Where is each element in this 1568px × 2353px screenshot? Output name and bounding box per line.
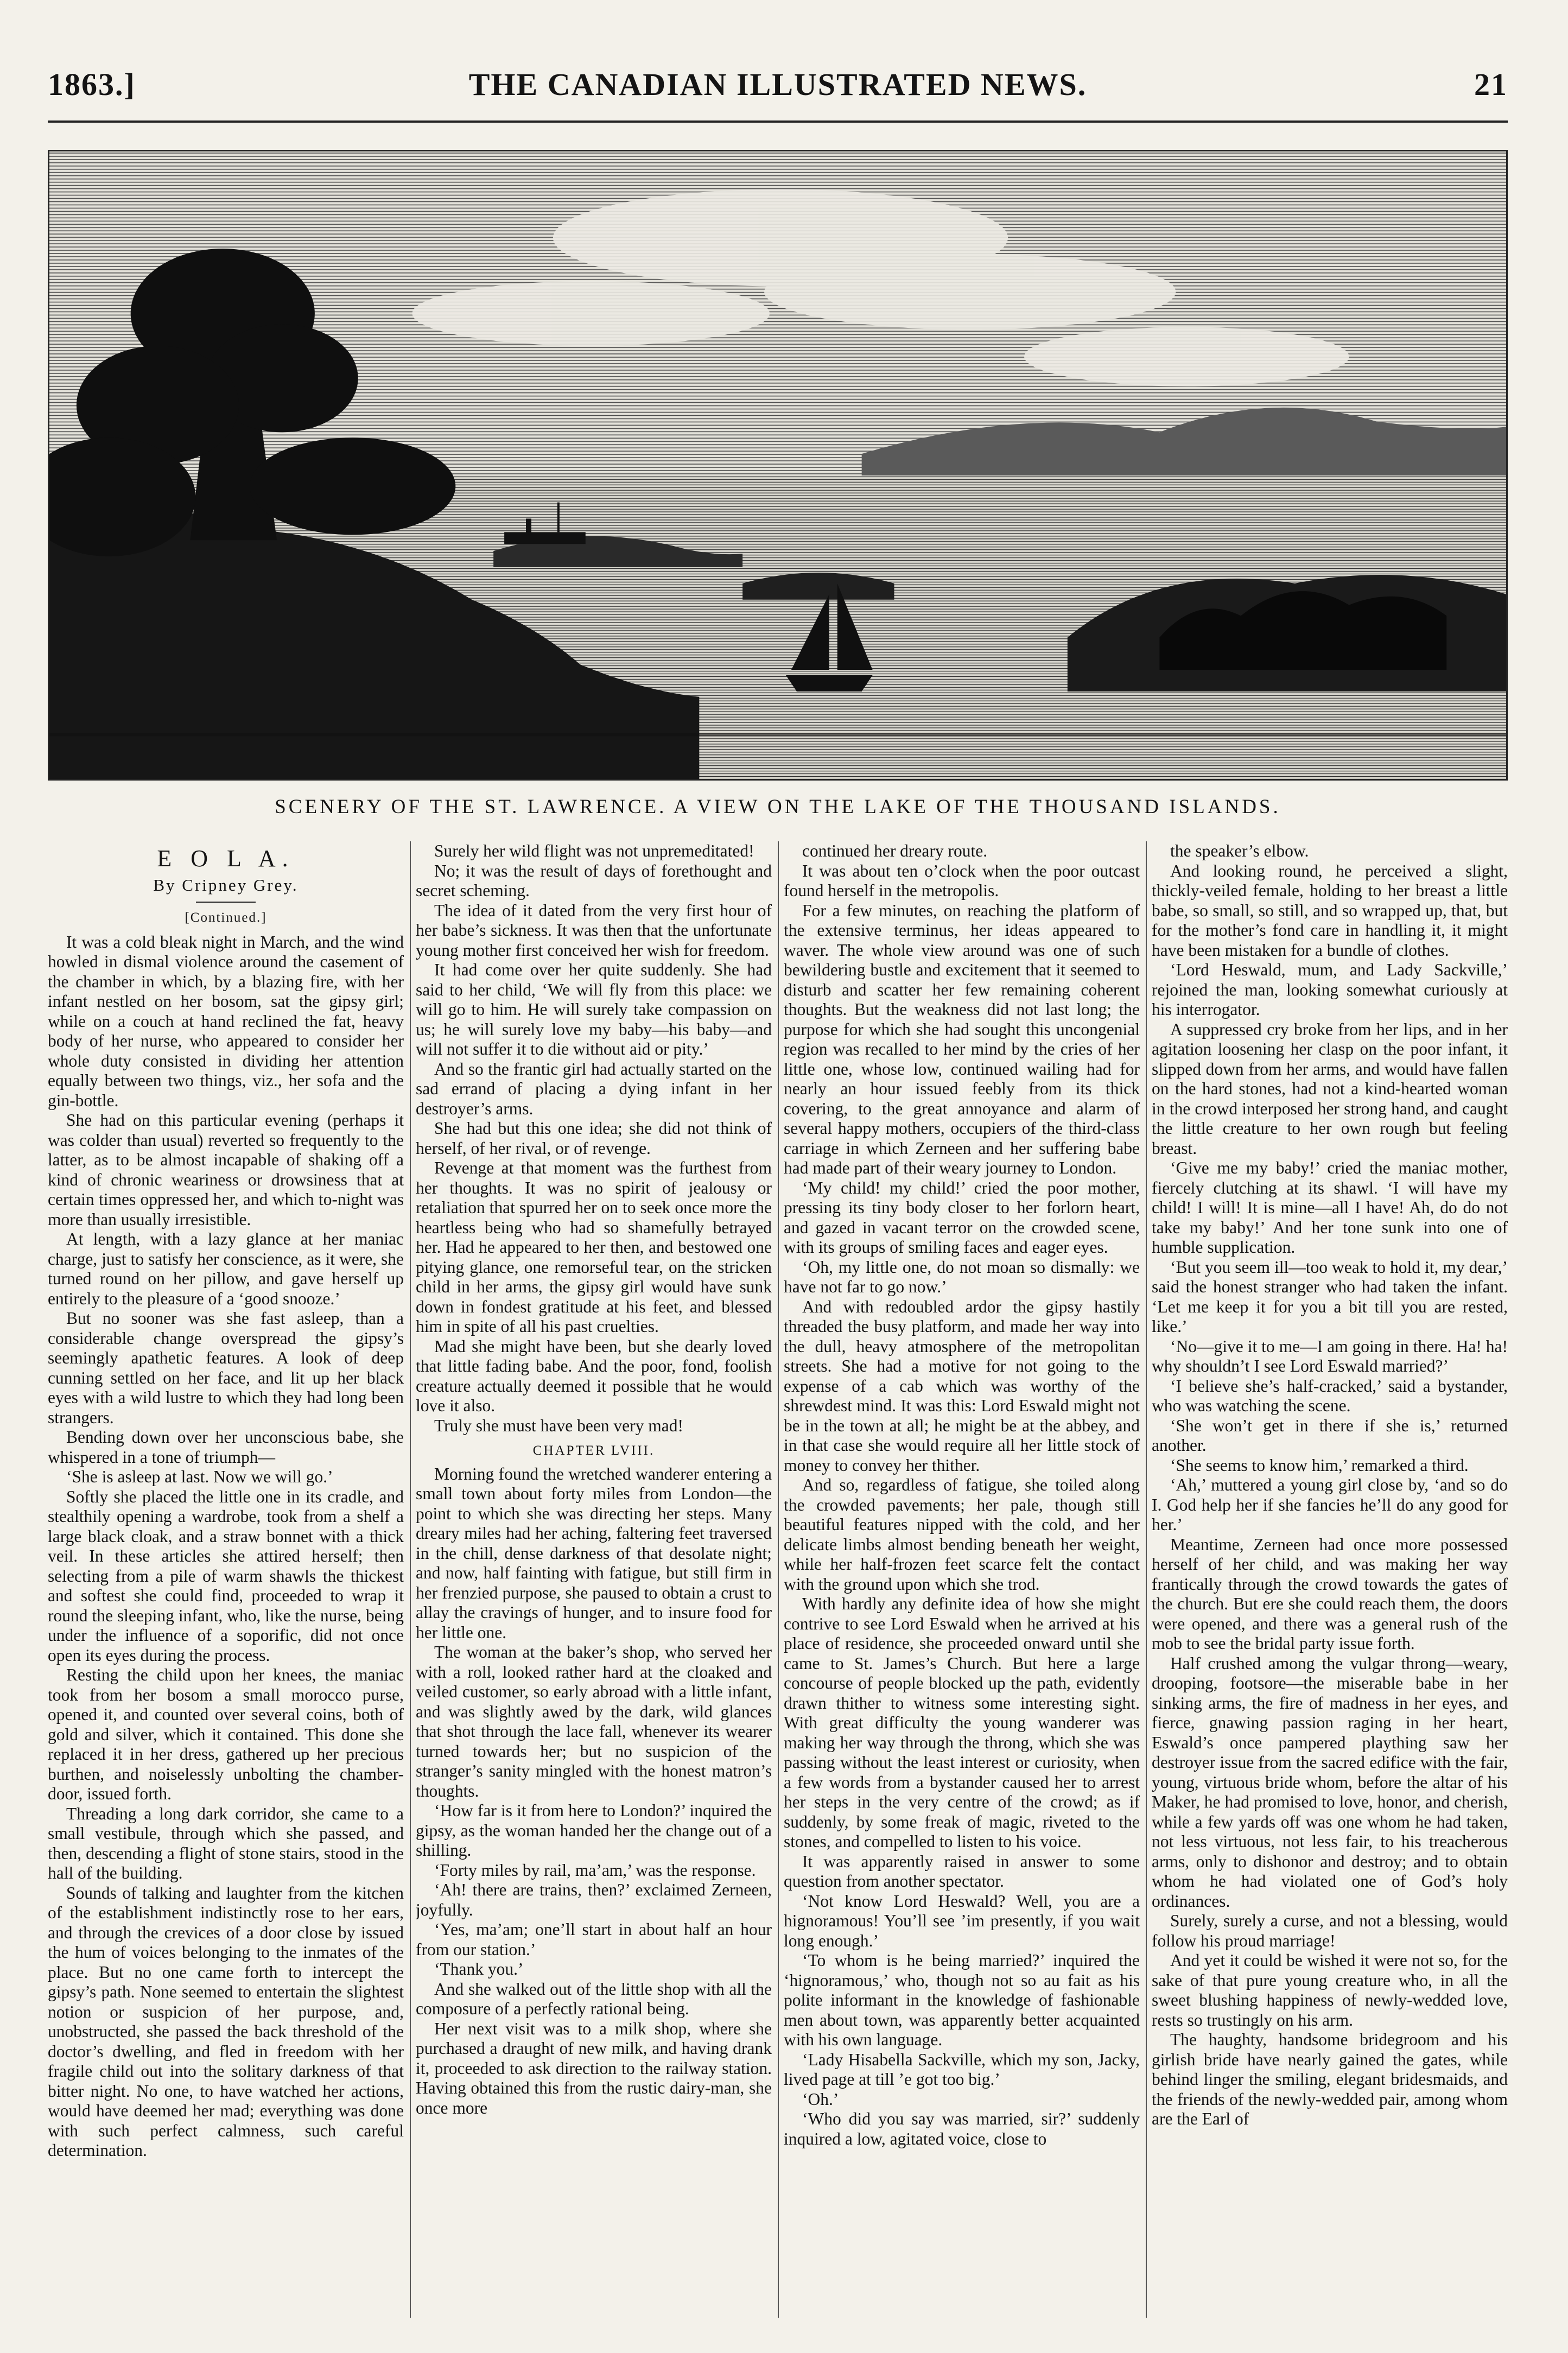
paragraph: Surely, surely a curse, and not a blessing, would follow his proud marriage! [1152, 1911, 1508, 1950]
paragraph: It had come over her quite suddenly. She had said to her child, ‘We will fly from this place: we will go to him. He will surely take compassion on us; he will surely love my baby—his baby—and will not suffer it to die without aid or pity.’ [416, 960, 772, 1058]
paragraph: ‘Ah! there are trains, then?’ exclaimed Zerneen, joyfully. [416, 1880, 772, 1919]
page-number: 21 [1474, 67, 1508, 102]
column-1-body [48, 933, 404, 2161]
paragraph: ‘No—give it to me—I am going in there. Ha! ha! why shouldn’t I see Lord Eswald married?’ [1152, 1336, 1508, 1375]
paragraph: Morning found the wretched wanderer entering a small town about forty miles from London—the point to which she was directing her steps. Many dreary miles had her aching, faltering feet traversed in the chill, dense darkness of that desolate night; and now, half fainting with fatigue, but still firm in her frenzied purpose, she paused to obtain a crust to allay the cravings of hunger, and to insure food for her little one. [416, 1464, 772, 1642]
paragraph: And so, regardless of fatigue, she toiled along the crowded pavements; her pale, though still beautiful features nipped with the cold, and her delicate limbs almost bending beneath her weight, while her half-frozen feet scarce felt the contact with the ground upon which she trod. [784, 1475, 1140, 1594]
article-column-2 [416, 841, 772, 2318]
column-2-body-after-chapter [416, 1464, 772, 2119]
paragraph: She had on this particular evening (perhaps it was colder than usual) reverted so frequently to the latter, as to be almost incapable of shaking off a kind of chronic weariness or drowsiness that at certain times oppressed her, and which to-night was more than usually irresistible. [48, 1111, 404, 1229]
newspaper-title: THE CANADIAN ILLUSTRATED NEWS. [468, 67, 1087, 102]
article-column-3 [784, 841, 1140, 2318]
issue-date: 1863.] [48, 67, 136, 102]
paragraph: ‘My child! my child!’ cried the poor mother, pressing its tiny body closer to her forlorn heart, and gazed in vacant terror on the crowded scene, with its groups of smiling faces and eager eyes. [784, 1178, 1140, 1257]
illustration-caption: SCENERY OF THE ST. LAWRENCE. A VIEW ON THE LAKE OF THE THOUSAND ISLANDS. [275, 796, 1281, 818]
paragraph: ‘She seems to know him,’ remarked a third. [1170, 1455, 1469, 1475]
paragraph: At length, with a lazy glance at her maniac charge, just to satisfy her conscience, as it were, she turned round on her pillow, and gave herself up entirely to the pleasure of a ‘good snooze.’ [48, 1229, 404, 1308]
paragraph: Resting the child upon her knees, the maniac took from her bosom a small morocco purse, opened it, and counted over several coins, both of gold and silver, which it contained. This done she replaced it in her dress, gathered up her precious burthen, and noiselessly unbolting the chamber-door, issued forth. [48, 1665, 404, 1803]
paragraph: the speaker’s elbow. [1170, 841, 1309, 860]
paragraph: The woman at the baker’s shop, who served her with a roll, looked rather hard at the cloaked and veiled customer, so early abroad with a little infant, and was slightly awed by the dark, wild glances that shot through the lace fall, whenever its wearer turned towards her; but no suspicion of the stranger’s sanity mingled with the honest matron’s thoughts. [416, 1642, 772, 1800]
paragraph: But no sooner was she fast asleep, than a considerable change overspread the gipsy’s seemingly apathetic features. A look of deep cunning settled on her face, and lit up her black eyes with a wild lustre to which they had long been strangers. [48, 1309, 404, 1427]
paragraph: ‘Not know Lord Heswald? Well, you are a hignoramous! You’ll see ’im presently, if you wait long enough.’ [784, 1891, 1140, 1950]
paragraph: ‘Lady Hisabella Sackville, which my son, Jacky, lived page at till ’e got too big.’ [784, 2050, 1140, 2089]
continued-label: [Continued.] [185, 910, 267, 925]
title-rule [196, 902, 256, 903]
paragraph: And with redoubled ardor the gipsy hastily threaded the busy platform, and made her way into the dull, heavy atmosphere of the metropolitan streets. She had a motive for not going to the expense of a cab which was worthy of the shrewdest mind. It was this: Lord Eswald might not be in the town at all; he might be at the abbey, and in that case she would require all her little stock of money to convey her thither. [784, 1297, 1140, 1475]
paragraph: Revenge at that moment was the furthest from her thoughts. It was no spirit of jealousy or retaliation that spurred her on to seek once more the heartless being who had so shamefully betrayed her. Had he appeared to her then, and bestowed one pitying glance, one remorseful tear, on the stricken child in her arms, the gipsy girl would have sunk down in fondest gratitude at his feet, and blessed him in spite of all his past cruelties. [416, 1158, 772, 1336]
engraving-illustration [48, 150, 1508, 781]
paragraph: Truly she must have been very mad! [434, 1416, 683, 1435]
paragraph: Surely her wild flight was not unpremeditated! [434, 841, 754, 860]
article-column-4 [1152, 841, 1508, 2318]
paragraph: Threading a long dark corridor, she came to a small vestibule, through which she passed, and then, descending a flight of stone stairs, stood in the hall of the building. [48, 1804, 404, 1882]
paragraph: For a few minutes, on reaching the platform of the extensive terminus, her ideas appeared to waver. The whole view around was one of such bewildering bustle and excitement that it seemed to disturb and scatter her few remaining coherent thoughts. But the weakness did not last long; the purpose for which she had sought this uncongenial region was recalled to her mind by the cries of her little one, whose low, continued wailing had for nearly an hour issued feebly from its thick covering, to the great annoyance and alarm of several happy mothers, occupiers of the third-class carriage in which Zerneen and her suffering babe had made part of their weary journey to London. [784, 900, 1140, 1177]
paragraph: ‘Give me my baby!’ cried the maniac mother, fiercely clutching at its shawl. ‘I will have my child! I will! It is mine—all I have! Ah, do do not take my baby!’ And her tone sunk into one of humble supplication. [1152, 1158, 1508, 1257]
paragraph: A suppressed cry broke from her lips, and in her agitation loosening her clasp on the poor infant, it slipped down from her arms, and would have fallen on the hard stones, had not a kind-hearted woman in the crowd interposed her strong hand, and caught the little creature to her own rough but feeling breast. [1152, 1019, 1508, 1158]
column-3-body [784, 841, 1140, 2149]
paragraph: ‘Forty miles by rail, ma’am,’ was the response. [434, 1860, 756, 1880]
paragraph: Her next visit was to a milk shop, where she purchased a draught of new milk, and having drank it, proceeded to ask direction to the railway station. Having obtained this from the rustic dairy-man, she once more [416, 2019, 772, 2117]
column-divider [778, 841, 779, 2318]
paragraph: With hardly any definite idea of how she might contrive to see Lord Eswald when he arrived at his place of residence, she proceeded onward until she came to St. James’s Church. But here a large concourse of people blocked up the path, evidently drawn thither to witness some interesting sight. With great difficulty the young wanderer was making her way through the throng, which she was passing without the least interest or curiosity, when a few words from a bystander caused her to arrest her steps in the very centre of the crowd; as if suddenly, by some freak of magic, riveted to the stones, and compelled to listen to his voice. [784, 1594, 1140, 1851]
paragraph: ‘Oh.’ [802, 2089, 839, 2109]
paragraph: Sounds of talking and laughter from the kitchen of the establishment indistinctly rose to her ears, and through the crevices of a door close by issued the hum of voices belonging to the inmates of the place. But no one came forth to intercept the gipsy’s path. None seemed to entertain the slightest notion or suspicion of her purpose, and, unobstructed, she passed the back threshold of the doctor’s dwelling, and fled in freedom with her fragile child out into the solitary darkness of that bitter night. No one, to have watched her actions, would have deemed her mad; everything was done with such perfect calmness, such careful determination. [48, 1883, 404, 2160]
chapter-heading: CHAPTER LVIII. [532, 1443, 655, 1458]
paragraph: And so the frantic girl had actually started on the sad errand of placing a dying infant in her destroyer’s arms. [416, 1059, 772, 1118]
story-title: E O L A. [157, 845, 295, 872]
paragraph: ‘To whom is he being married?’ inquired the ‘hignoramous,’ who, though not so au fait as his polite informant in the knowledge of fashionable men about town, was apparently better acquainted with his own language. [784, 1951, 1140, 2049]
paragraph: ‘Ah,’ muttered a young girl close by, ‘and so do I. God help her if she fancies he’ll do any good for her.’ [1152, 1475, 1508, 1534]
paragraph: ‘Who did you say was married, sir?’ suddenly inquired a low, agitated voice, close to [784, 2109, 1140, 2148]
paragraph: It was a cold bleak night in March, and the wind howled in dismal violence around the casement of the chamber in which, by a blazing fire, with her infant nestled on her bosom, sat the gipsy girl; while on a couch at hand reclined the fat, heavy body of her nurse, who appeared to consider her whole duty consisted in dividing her attention equally between two things, viz., her sofa and the gin-bottle. [48, 932, 404, 1110]
story-author: By Cripney Grey. [153, 875, 299, 895]
paragraph: ‘But you seem ill—too weak to hold it, my dear,’ said the honest stranger who had taken the infant. ‘Let me keep it for you a bit till you are rested, like.’ [1152, 1257, 1508, 1336]
paragraph: ‘Thank you.’ [434, 1959, 524, 1978]
paragraph: Half crushed among the vulgar throng—weary, drooping, footsore—the miserable babe in her sinking arms, the fire of madness in her eyes, and fierce, gnawing passion raging in her heart, Eswald’s once pampered plaything saw her destroyer issue from the sacred edifice with the fair, young, virtuous bride whom, before the altar of his Maker, he had promised to love, honor, and cherish, while a few yards off was one whom he had taken, not less virtuous, not less fair, to his treacherous arms, only to dishonor and destroy; and to obtain whom he had violated one of God’s holy ordinances. [1152, 1653, 1508, 1911]
column-4-body [1152, 841, 1508, 2129]
paragraph: ‘Oh, my little one, do not moan so dismally: we have not far to go now.’ [784, 1257, 1140, 1296]
column-2-body-before-chapter [416, 841, 772, 1436]
paragraph: Mad she might have been, but she dearly loved that little fading babe. And the poor, fond, foolish creature actually deemed it possible that he would love it also. [416, 1336, 772, 1415]
masthead-rule [48, 120, 1508, 123]
paragraph: It was about ten o’clock when the poor outcast found herself in the metropolis. [784, 861, 1140, 900]
paragraph: ‘She is asleep at last. Now we will go.’ [66, 1467, 333, 1486]
paragraph: Meantime, Zerneen had once more possessed herself of her child, and was making her way frantically through the crowd towards the gates of the church. But ere she could reach them, the doors were opened, and there was a general rush of the mob to see the bridal party issue forth. [1152, 1534, 1508, 1653]
paragraph: Softly she placed the little one in its cradle, and stealthily opening a wardrobe, took from a shelf a large black cloak, and a straw bonnet with a thick veil. In these articles she attired herself; then selecting from a pile of warm shawls the thickest and softest she could find, proceeded to wrap it round the sleeping infant, who, like the nurse, being under the influence of a soporific, did not once open its eyes during the process. [48, 1487, 404, 1665]
paragraph: The haughty, handsome bridegroom and his girlish bride have nearly gained the gates, while behind linger the smiling, elegant bridesmaids, and the friends of the newly-wedded pair, among whom are the Earl of [1152, 2030, 1508, 2128]
paragraph: The idea of it dated from the very first hour of her babe’s sickness. It was then that the unfortunate young mother first conceived her wish for freedom. [416, 900, 772, 960]
paragraph: And yet it could be wished it were not so, for the sake of that pure young creature who, in all the sweet blushing happiness of newly-wedded love, rests so trustingly on his arm. [1152, 1951, 1508, 2029]
paragraph: Bending down over her unconscious babe, she whispered in a tone of triumph— [48, 1428, 404, 1467]
paragraph: ‘She won’t get in there if she is,’ returned another. [1152, 1416, 1508, 1455]
paragraph: continued her dreary route. [802, 841, 988, 860]
paragraph: ‘How far is it from here to London?’ inquired the gipsy, as the woman handed her the change out of a shilling. [416, 1801, 772, 1860]
column-divider [1146, 841, 1147, 2318]
paragraph: And she walked out of the little shop with all the composure of a perfectly rational being. [416, 1979, 772, 2018]
paragraph: ‘Lord Heswald, mum, and Lady Sackville,’ rejoined the man, looking somewhat curiously at his interrogator. [1152, 960, 1508, 1019]
paragraph: She had but this one idea; she did not think of herself, of her rival, or of revenge. [416, 1119, 772, 1158]
paragraph: ‘Yes, ma’am; one’ll start in about half an hour from our station.’ [416, 1920, 772, 1959]
masthead [48, 66, 1508, 120]
paragraph: And looking round, he perceived a slight, thickly-veiled female, holding to her breast a little babe, so small, so still, and so wrapped up, that, but for the mother’s fond care in handling it, it might have been mistaken for a bundle of clothes. [1152, 861, 1508, 960]
paragraph: ‘I believe she’s half-cracked,’ said a bystander, who was watching the scene. [1152, 1376, 1508, 1415]
article-column-1 [48, 841, 404, 2318]
paragraph: No; it was the result of days of forethought and secret scheming. [416, 861, 772, 900]
column-divider [410, 841, 411, 2318]
paragraph: It was apparently raised in answer to some question from another spectator. [784, 1851, 1140, 1891]
